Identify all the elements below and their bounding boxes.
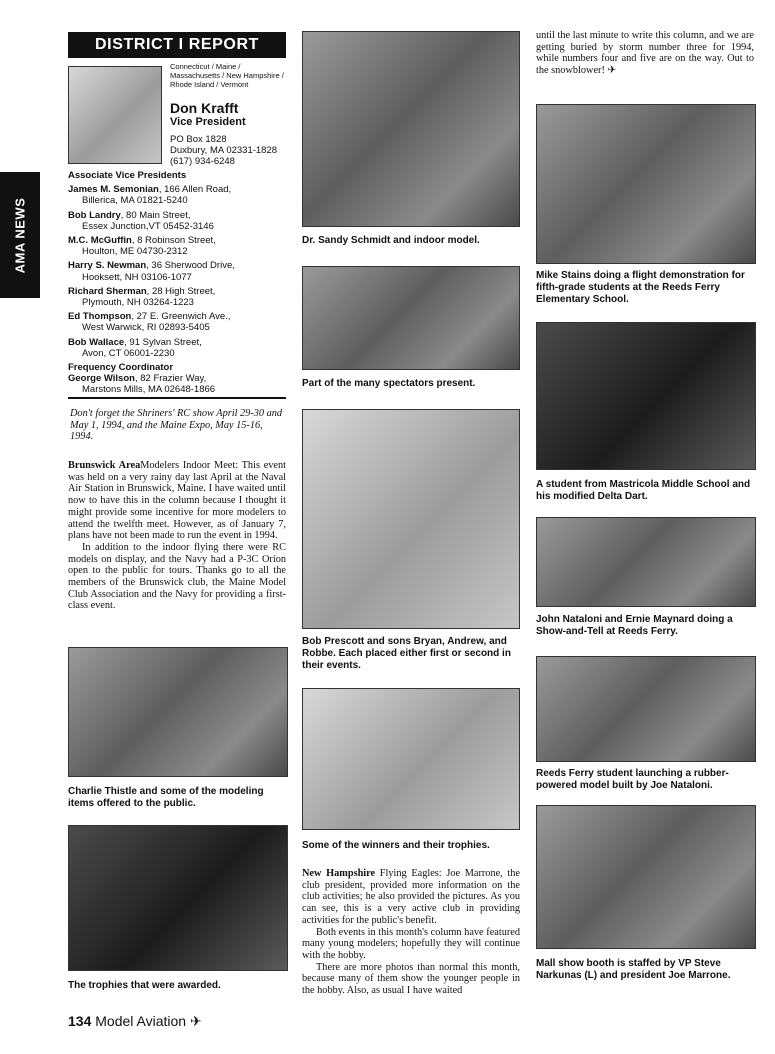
new-hampshire-paragraph-2: Both events in this month's column have featured many young modelers; hopefully they will continue with the hobby. bbox=[302, 926, 520, 961]
associate-name: Ed Thompson bbox=[68, 311, 132, 323]
spectators-photo bbox=[302, 266, 520, 370]
vp-phone: (617) 934-6248 bbox=[170, 156, 235, 167]
district-regions: Connecticut / Maine / Massachusetts / New Hampshire / Rhode Island / Vermont bbox=[170, 62, 284, 89]
schmidt-caption: Dr. Sandy Schmidt and indoor model. bbox=[302, 235, 480, 246]
associate-city: Plymouth, NH 03264-1223 bbox=[82, 297, 194, 309]
coordinator-address: , 82 Frazier Way, bbox=[134, 373, 207, 385]
new-hampshire-paragraph-3: There are more photos than normal this month, because many of them show the younger people in the hobby. Also, as usual I have waited bbox=[302, 961, 520, 997]
side-section-tab bbox=[0, 172, 40, 298]
vp-name: Don Krafft bbox=[170, 100, 239, 116]
associate-entry bbox=[68, 286, 288, 308]
associate-city: Hooksett, NH 03106-1077 bbox=[82, 271, 192, 283]
prescott-caption: Bob Prescott and sons Bryan, Andrew, and Robbe. Each placed either first or second in their events. bbox=[302, 636, 511, 671]
associate-address: , 91 Sylvan Street, bbox=[124, 336, 202, 348]
prescott-family-photo bbox=[302, 409, 520, 629]
vp-contact bbox=[170, 134, 277, 167]
launch-caption: Reeds Ferry student launching a rubber-powered model built by Joe Nataloni. bbox=[536, 768, 729, 791]
associate-name: Bob Landry bbox=[68, 209, 121, 221]
associate-entry bbox=[68, 311, 288, 333]
brunswick-paragraph-2: In addition to the indoor flying there were RC models on display, and the Navy had a P-3C Orion open to the public for tours. Thanks go to all the members of the Brunswick club, the Maine Model Club Association and the Navy for providing a first-class event. bbox=[68, 541, 286, 612]
associate-address: , 166 Allen Road, bbox=[158, 184, 232, 196]
delta-dart-student-photo bbox=[536, 322, 756, 470]
thistle-caption: Charlie Thistle and some of the modeling items offered to the public. bbox=[68, 786, 264, 809]
spectators-caption: Part of the many spectators present. bbox=[302, 378, 476, 389]
stains-caption: Mike Stains doing a flight demonstration for fifth-grade students at the Reeds Ferry Elementary School. bbox=[536, 270, 745, 305]
associate-city: Essex Junction,VT 05452-3146 bbox=[82, 220, 214, 232]
mall-booth-photo bbox=[536, 805, 756, 949]
show-and-tell-photo bbox=[536, 517, 756, 607]
page-footer bbox=[68, 1013, 202, 1030]
associate-city: West Warwick, RI 02893-5405 bbox=[82, 322, 210, 334]
brunswick-paragraph: Modelers Indoor Meet: This event was held on a very rainy day last April at the Naval Air Station in Brunswick, Maine. I have waited until now to have this in the column because I thought it might provide some incentive for more modelers to attend the twelfth meet. However, as of January 7, plans have not been made to run the event in 1994. bbox=[68, 460, 286, 542]
associate-city: Avon, CT 06001-2230 bbox=[82, 347, 175, 359]
associate-name: James M. Semonian bbox=[68, 184, 159, 196]
district-banner: DISTRICT I REPORT bbox=[68, 32, 286, 58]
associate-city: Billerica, MA 01821-5240 bbox=[82, 195, 188, 207]
coordinator-name: George Wilson bbox=[68, 373, 135, 385]
new-hampshire-paragraph: Flying Eagles: Joe Marrone, the club president, provided more information on the club activities; he also provided the pictures. As you can see, this is a very active club in providing activities for the public's benefit. bbox=[302, 868, 520, 926]
associate-address: , 28 High Street, bbox=[146, 285, 216, 297]
winners-photo bbox=[302, 688, 520, 830]
winners-caption: Some of the winners and their trophies. bbox=[302, 840, 490, 851]
associate-address: , 8 Robinson Street, bbox=[131, 235, 216, 247]
shriners-note: Don't forget the Shriners' RC show April 29-30 and May 1, 1994, and the Maine Expo, May 15-16, 1994. bbox=[70, 408, 283, 443]
associate-vp-list bbox=[68, 170, 288, 396]
vp-address-line1: PO Box 1828 bbox=[170, 134, 227, 145]
vp-title: Vice President bbox=[170, 116, 246, 128]
airplane-icon: ✈ bbox=[189, 1013, 202, 1029]
associate-name: Richard Sherman bbox=[68, 285, 147, 297]
trophies-caption: The trophies that were awarded. bbox=[68, 980, 221, 991]
associate-entry bbox=[68, 210, 288, 232]
associate-name: M.C. McGuffin bbox=[68, 235, 132, 247]
associate-entry bbox=[68, 337, 288, 359]
associate-address: , 80 Main Street, bbox=[120, 209, 191, 221]
frequency-coordinator-entry bbox=[68, 373, 288, 395]
closing-paragraph: until the last minute to write this column, and we are getting buried by storm number three for 1994, while numbers four and five are on the way. Out to the snowblower! ✈ bbox=[536, 30, 754, 77]
associate-entry bbox=[68, 235, 288, 257]
charlie-thistle-photo bbox=[68, 647, 288, 777]
associate-address: , 27 E. Greenwich Ave., bbox=[131, 311, 231, 323]
mall-caption: Mall show booth is staffed by VP Steve Narkunas (L) and president Joe Marrone. bbox=[536, 958, 731, 981]
mike-stains-photo bbox=[536, 104, 756, 264]
vp-portrait-photo bbox=[68, 66, 162, 164]
nataloni-caption: John Nataloni and Ernie Maynard doing a Show-and-Tell at Reeds Ferry. bbox=[536, 614, 733, 637]
new-hampshire-lead: New Hampshire bbox=[302, 868, 376, 879]
schmidt-photo bbox=[302, 31, 520, 227]
associate-name: Harry S. Newman bbox=[68, 260, 147, 272]
brunswick-lead: Brunswick Area bbox=[68, 460, 141, 471]
column2-article bbox=[302, 868, 520, 997]
associate-entry bbox=[68, 260, 288, 282]
rubber-model-launch-photo bbox=[536, 656, 756, 762]
vp-address-line2: Duxbury, MA 02331-1828 bbox=[170, 145, 278, 156]
page-number: 134 bbox=[68, 1013, 92, 1029]
trophies-photo bbox=[68, 825, 288, 971]
associate-entry bbox=[68, 184, 288, 206]
column3-article bbox=[536, 30, 754, 77]
student-caption: A student from Mastricola Middle School and his modified Delta Dart. bbox=[536, 479, 751, 502]
side-tab-label: AMA NEWS bbox=[12, 197, 28, 273]
associate-name: Bob Wallace bbox=[68, 336, 125, 348]
associate-vp-heading: Associate Vice Presidents bbox=[68, 170, 187, 181]
coordinator-city: Marstons Mills, MA 02648-1866 bbox=[82, 384, 216, 396]
magazine-name: Model Aviation bbox=[95, 1013, 187, 1029]
associate-city: Houlton, ME 04730-2312 bbox=[82, 246, 188, 258]
section-divider bbox=[68, 397, 286, 399]
frequency-coordinator-heading: Frequency Coordinator bbox=[68, 362, 174, 374]
associate-address: , 36 Sherwood Drive, bbox=[146, 260, 235, 272]
column1-article bbox=[68, 460, 286, 612]
